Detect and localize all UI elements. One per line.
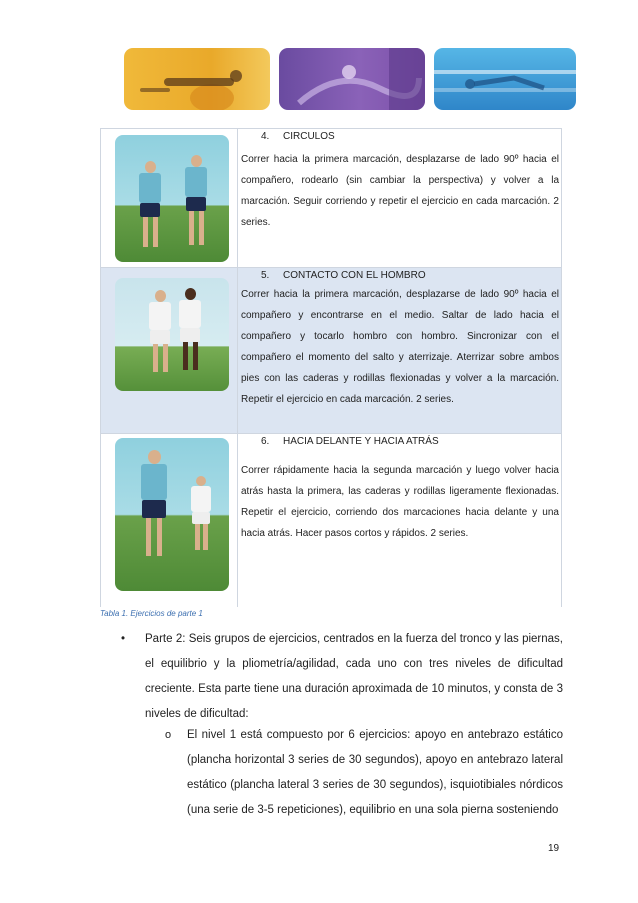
part2-paragraph: Parte 2: Seis grupos de ejercicios, centrados en la fuerza del tronco y las piernas, el equilibrio y la pliometría/agilidad, cada uno con tres niveles de dificultad creciente. Esta parte tiene una duración aproximada de 10 minutos, y consta de 3 niveles de dificultad: — [145, 633, 563, 720]
sub-bullet-icon: o — [165, 729, 172, 741]
exercise-title-6: 6. HACIA DELANTE Y HACIA ATRÁS — [261, 436, 439, 447]
exercise-text-4: Correr hacia la primera marcación, desplazarse de lado 90º hacia el compañero, rodearlo (sin cambiar la perspectiva) y volver a la marcación. Seguir corriendo y repetir el ejercicio en cada marcación. 2 series. — [241, 154, 559, 228]
exercise-title-5: 5. CONTACTO CON EL HOMBRO — [261, 270, 426, 281]
table-row — [101, 267, 561, 433]
exercises-table — [100, 128, 562, 607]
athlete-on-ball-icon — [124, 48, 270, 110]
bullet-icon: • — [121, 633, 126, 645]
exercise-photo-delante-atras — [115, 438, 229, 591]
swimmer-icon — [434, 48, 576, 110]
table-row — [101, 129, 561, 267]
exercise-text-6: Correr rápidamente hacia la segunda marcación y luego volver hacia atrás hasta la primera, las caderas y rodillas ligeramente flexionadas. Repetir el ejercicio, corriendo dos marcaciones hacia delante y una hacia atrás. Hacer pasos cortos y rápidos. 2 series. — [241, 465, 559, 539]
table-row — [101, 433, 561, 607]
exercise-title-4: 4. CIRCULOS — [261, 131, 335, 142]
exercise-photo-circulos — [115, 135, 229, 262]
exercise-photo-contacto-hombro — [115, 278, 229, 391]
banner-image-fitness — [124, 48, 270, 110]
stretching-figure-icon — [279, 48, 425, 110]
banner-image-stretch — [279, 48, 425, 110]
page-number: 19 — [548, 843, 560, 854]
level1-paragraph: El nivel 1 está compuesto por 6 ejercicios: apoyo en antebrazo estático (plancha horizontal 3 series de 30 segundos), apoyo en antebrazo lateral estático (plancha lateral 3 series de 30 segundos), isquiotibiales nórdicos (una serie de 3-5 repeticiones), equilibrio en una sola pierna sosteniendo — [187, 729, 563, 816]
exercise-text-5: Correr hacia la primera marcación, desplazarse de lado 90º hacia el compañero y encontrarse en el medio. Saltar de lado hacia el compañero y tocarlo hombro con hombro. Sincronizar con el compañero el momento del salto y aterrizaje. Aterrizar sobre ambos pies con las caderas y rodillas flexionadas y volver a la marcación. Repetir el ejercicio en cada marcación. 2 series. — [241, 289, 559, 405]
banner-image-swim — [434, 48, 576, 110]
table-caption: Tabla 1. Ejercicios de parte 1 — [100, 609, 203, 618]
